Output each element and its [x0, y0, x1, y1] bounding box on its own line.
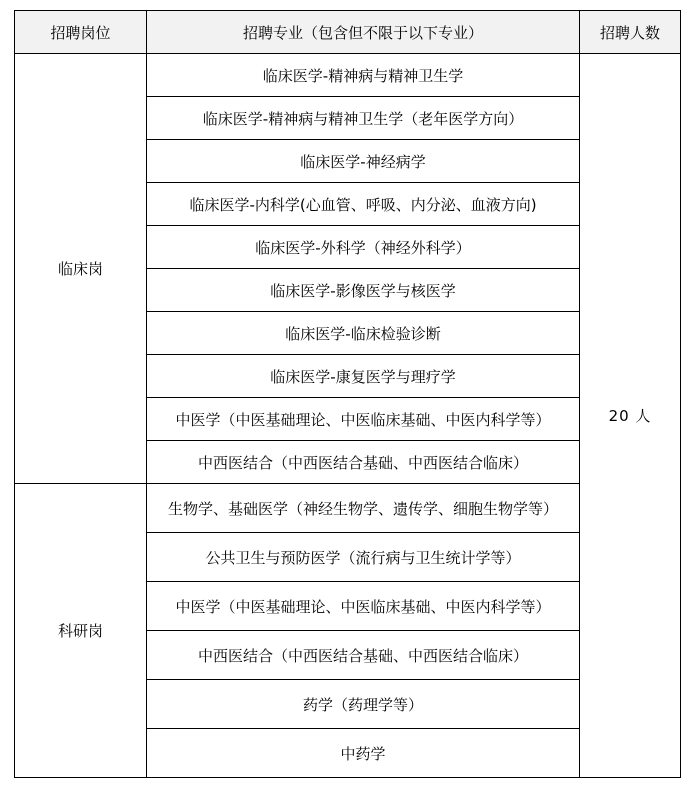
recruitment-table: [14, 10, 681, 778]
position-clinical: 临床岗: [15, 54, 147, 484]
major-cell: 临床医学-精神病与精神卫生学: [147, 54, 580, 97]
header-major: 招聘专业（包含但不限于以下专业）: [147, 11, 580, 54]
major-cell: 药学（药理学等）: [147, 680, 580, 729]
major-cell: 临床医学-外科学（神经外科学）: [147, 226, 580, 269]
major-cell: 中药学: [147, 729, 580, 778]
major-cell: 中西医结合（中西医结合基础、中西医结合临床）: [147, 441, 580, 484]
major-cell: 公共卫生与预防医学（流行病与卫生统计学等）: [147, 533, 580, 582]
major-cell: 临床医学-精神病与精神卫生学（老年医学方向）: [147, 97, 580, 140]
header-position: 招聘岗位: [15, 11, 147, 54]
header-headcount: 招聘人数: [580, 11, 681, 54]
major-cell: 临床医学-影像医学与核医学: [147, 269, 580, 312]
major-cell: 中医学（中医基础理论、中医临床基础、中医内科学等）: [147, 582, 580, 631]
major-cell: 临床医学-康复医学与理疗学: [147, 355, 580, 398]
major-cell: 临床医学-神经病学: [147, 140, 580, 183]
position-research: 科研岗: [15, 484, 147, 778]
major-cell: 临床医学-临床检验诊断: [147, 312, 580, 355]
major-cell: 临床医学-内科学(心血管、呼吸、内分泌、血液方向): [147, 183, 580, 226]
major-cell: 中医学（中医基础理论、中医临床基础、中医内科学等）: [147, 398, 580, 441]
headcount-value: 20 人: [580, 54, 681, 778]
major-cell: 中西医结合（中西医结合基础、中西医结合临床）: [147, 631, 580, 680]
table-row: [15, 54, 681, 97]
major-cell: 生物学、基础医学（神经生物学、遗传学、细胞生物学等）: [147, 484, 580, 533]
